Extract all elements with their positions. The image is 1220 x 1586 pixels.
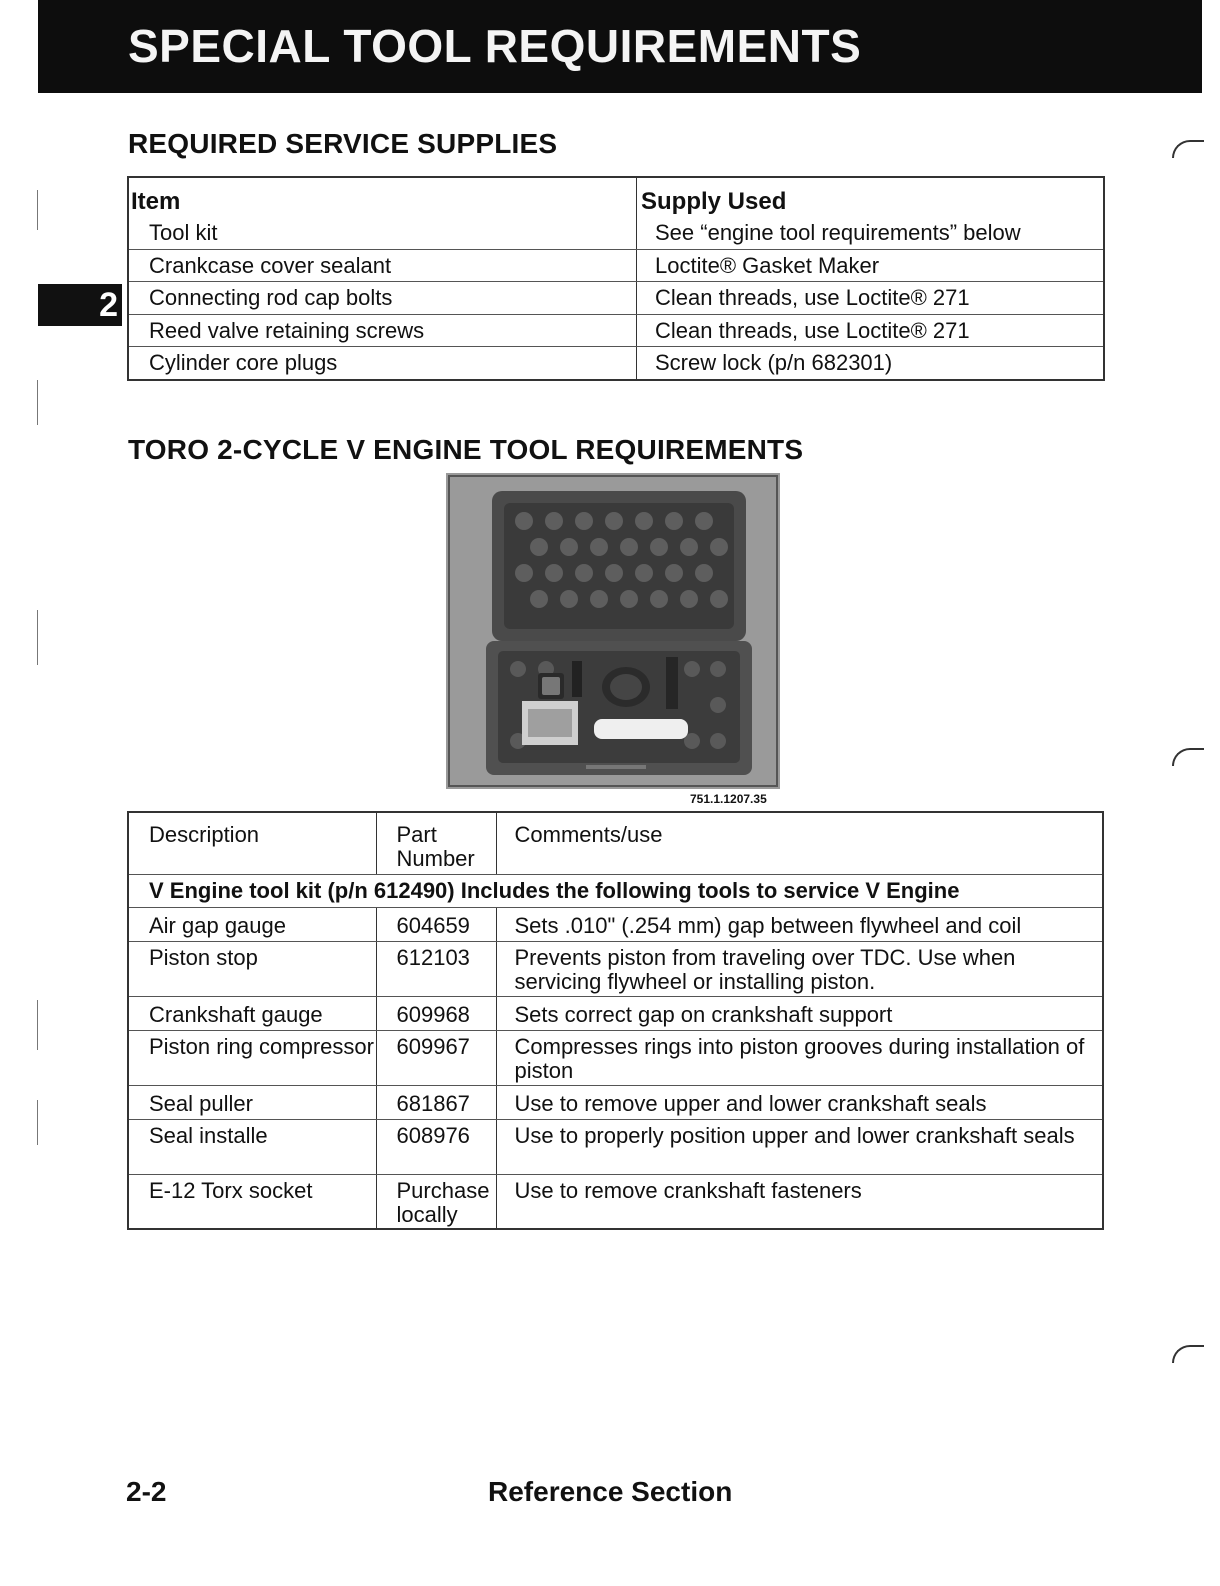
item-cell: Crankcase cover sealant — [128, 249, 637, 282]
table-row — [128, 347, 1104, 380]
chapter-number: 2 — [99, 286, 118, 324]
margin-rule — [37, 1100, 38, 1145]
description-cell: E-12 Torx socket — [128, 1174, 376, 1229]
description-cell: Piston stop — [128, 941, 376, 996]
item-cell: Reed valve retaining screws — [128, 314, 637, 347]
part-number-cell: 612103 — [376, 941, 496, 996]
margin-rule — [37, 1000, 38, 1050]
tools-heading: TORO 2-CYCLE V ENGINE TOOL REQUIREMENTS — [128, 434, 804, 465]
supply-cell: Clean threads, use Loctite® 271 — [637, 282, 1105, 315]
comments-cell: Prevents piston from traveling over TDC. Use when servicing flywheel or installing piston. — [496, 941, 1103, 996]
supplies-header-row — [128, 177, 1104, 217]
table-row — [128, 249, 1104, 282]
margin-rule — [37, 190, 38, 230]
margin-rule — [37, 610, 38, 665]
column-header-part-number: Part Number — [376, 812, 496, 874]
table-row — [128, 1174, 1103, 1229]
chapter-tab — [38, 284, 122, 326]
table-row — [128, 996, 1103, 1030]
table-row — [128, 907, 1103, 941]
kit-row — [128, 874, 1103, 907]
part-number-cell: 609967 — [376, 1030, 496, 1085]
supply-cell: See “engine tool requirements” below — [637, 217, 1105, 249]
part-number-cell: 604659 — [376, 907, 496, 941]
tool-kit-photo — [446, 473, 780, 789]
description-cell: Piston ring compressor — [128, 1030, 376, 1085]
part-number-cell: 609968 — [376, 996, 496, 1030]
table-row — [128, 314, 1104, 347]
part-number-cell: 681867 — [376, 1085, 496, 1119]
comments-cell: Use to remove upper and lower crankshaft seals — [496, 1085, 1103, 1119]
supplies-heading: REQUIRED SERVICE SUPPLIES — [128, 128, 558, 159]
description-cell: Air gap gauge — [128, 907, 376, 941]
column-header-comments: Comments/use — [496, 812, 1103, 874]
page-header — [38, 0, 1202, 93]
table-row — [128, 1085, 1103, 1119]
comments-cell: Compresses rings into piston grooves during installation of piston — [496, 1030, 1103, 1085]
comments-cell: Sets .010" (.254 mm) gap between flywheel and coil — [496, 907, 1103, 941]
comments-cell: Use to properly position upper and lower crankshaft seals — [496, 1119, 1103, 1174]
table-row — [128, 941, 1103, 996]
table-row — [128, 1119, 1103, 1174]
comments-cell: Sets correct gap on crankshaft support — [496, 996, 1103, 1030]
supply-cell: Clean threads, use Loctite® 271 — [637, 314, 1105, 347]
part-number-cell: 608976 — [376, 1119, 496, 1174]
tool-case-illustration — [446, 473, 780, 789]
tools-header-row — [128, 812, 1103, 874]
comments-cell: Use to remove crankshaft fasteners — [496, 1174, 1103, 1229]
page-number: 2-2 — [126, 1476, 167, 1507]
table-row — [128, 282, 1104, 315]
tools-table — [127, 811, 1104, 1230]
item-cell: Cylinder core plugs — [128, 347, 637, 380]
item-cell: Tool kit — [128, 217, 637, 249]
column-header-supply: Supply Used — [641, 188, 787, 215]
supply-cell: Screw lock (p/n 682301) — [637, 347, 1105, 380]
item-cell: Connecting rod cap bolts — [128, 282, 637, 315]
margin-rule — [37, 380, 38, 425]
table-row — [128, 217, 1104, 249]
description-cell: Seal installe — [128, 1119, 376, 1174]
kit-description: V Engine tool kit (p/n 612490) Includes the following tools to service V Engine — [128, 874, 1103, 907]
binder-mark — [1172, 140, 1204, 158]
description-cell: Crankshaft gauge — [128, 996, 376, 1030]
column-header-description: Description — [128, 812, 376, 874]
supply-cell: Loctite® Gasket Maker — [637, 249, 1105, 282]
column-header-item: Item — [128, 177, 637, 217]
binder-mark — [1172, 748, 1204, 766]
table-row — [128, 1030, 1103, 1085]
page-title: SPECIAL TOOL REQUIREMENTS — [128, 20, 862, 72]
description-cell: Seal puller — [128, 1085, 376, 1119]
supplies-table — [127, 176, 1105, 381]
binder-mark — [1172, 1345, 1204, 1363]
part-number-cell: Purchase locally — [376, 1174, 496, 1229]
photo-caption: 751.1.1207.35 — [690, 792, 767, 806]
section-title: Reference Section — [488, 1476, 733, 1507]
